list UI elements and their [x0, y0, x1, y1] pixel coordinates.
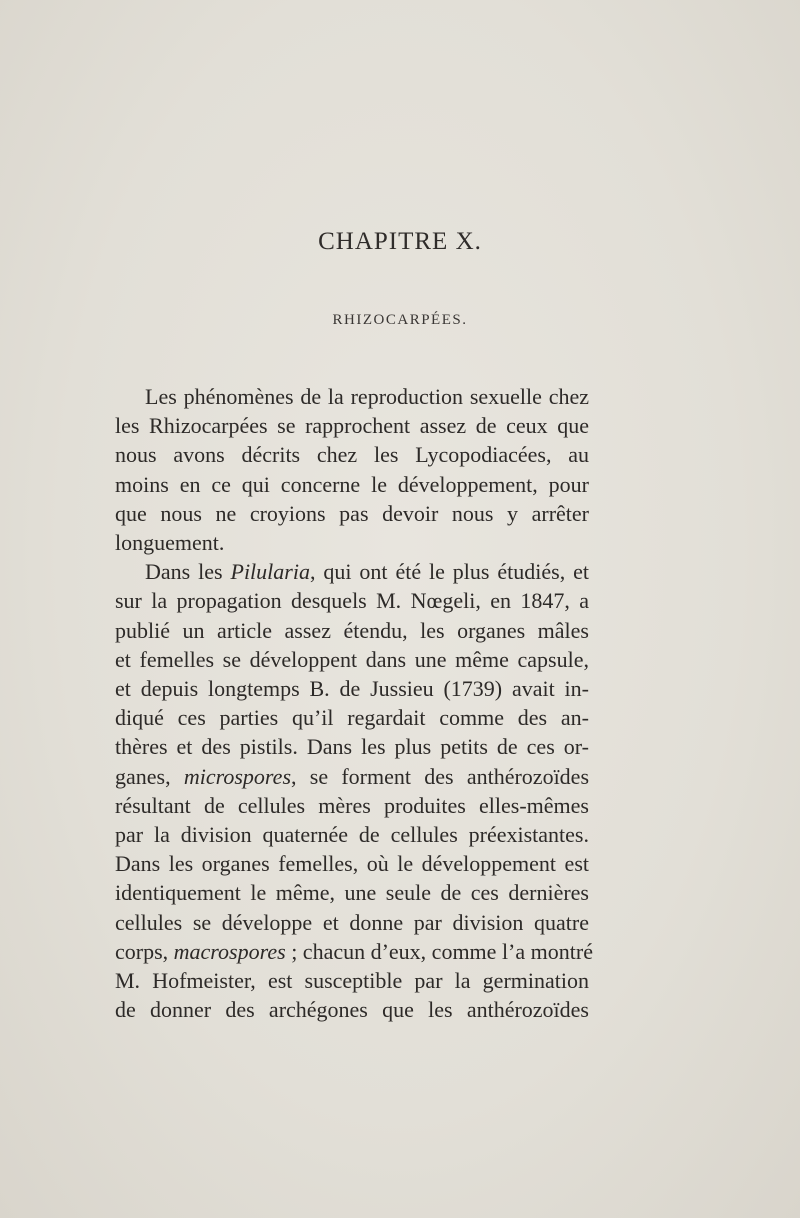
text-line: diqué ces parties qu’il regardait comme des an-	[115, 705, 589, 731]
text-fragment: , qui ont été le plus étudiés, et	[309, 559, 590, 585]
text-line	[85, 762, 589, 791]
text-line: nous avons décrits chez les Lycopodiacées, au	[115, 442, 589, 468]
italic-term: microspores	[183, 763, 292, 789]
text-fragment: ; chacun d’eux, comme l’a montré	[285, 938, 593, 964]
text-fragment: Dans les	[145, 559, 231, 585]
text-line: les Rhizocarpées se rapprochent assez de ceux que	[115, 413, 589, 439]
text-line: identiquement le même, une seule de ces dernières	[115, 880, 589, 906]
text-fragment: ganes,	[115, 763, 184, 789]
text-line: Dans les organes femelles, où le développement est	[115, 851, 589, 877]
text-line: M. Hofmeister, est susceptible par la germination	[115, 968, 589, 994]
text-line: et femelles se développent dans une même capsule,	[115, 646, 589, 672]
text-line: Les phénomènes de la reproduction sexuelle chez	[145, 384, 589, 409]
text-line: thères et des pistils. Dans les plus petits de ces or-	[115, 734, 589, 760]
italic-term: Pilularia	[230, 559, 310, 585]
text-line: que nous ne croyions pas devoir nous y arrêter	[115, 500, 589, 526]
paragraph-2	[85, 557, 593, 1024]
italic-term: macrospores	[173, 938, 286, 964]
text-line: par la division quaternée de cellules préexistantes.	[115, 822, 589, 848]
text-fragment: corps,	[115, 938, 174, 964]
paragraph-1	[85, 382, 589, 557]
text-line: moins en ce qui concerne le développement, pour	[115, 471, 589, 497]
text-line: résultant de cellules mères produites elles-mêmes	[115, 792, 589, 818]
chapter-title: CHAPITRE X.	[318, 228, 482, 255]
text-line	[85, 557, 589, 586]
text-line: cellules se développe et donne par division quatre	[115, 909, 589, 935]
body-text	[85, 382, 593, 1024]
text-line: publié un article assez étendu, les organes mâles	[115, 617, 589, 643]
text-line: et depuis longtemps B. de Jussieu (1739) avait in-	[115, 676, 589, 702]
text-line	[85, 937, 593, 966]
section-title: RHIZOCARPÉES.	[332, 312, 468, 328]
text-line: sur la propagation desquels M. Nœgeli, en 1847, a	[115, 588, 589, 614]
text-fragment: , se forment des anthérozoïdes	[291, 763, 590, 789]
text-line: longuement.	[115, 530, 225, 556]
text-line: de donner des archégones que les anthérozoïdes	[115, 997, 589, 1023]
